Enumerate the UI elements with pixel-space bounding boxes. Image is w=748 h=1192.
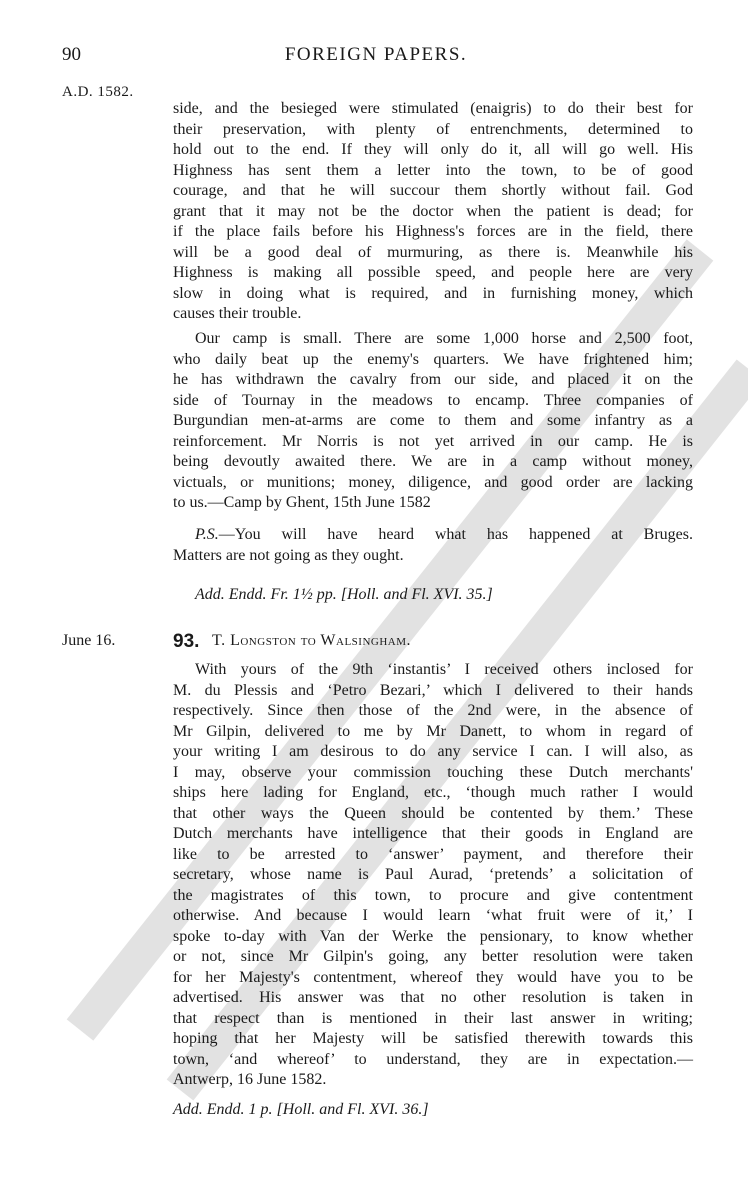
margin-entry-date: June 16. — [62, 632, 116, 649]
text-line: Antwerp, 16 June 1582. — [173, 1071, 327, 1088]
text-line: the magistrates of this town, to procure and give contentment — [173, 886, 693, 904]
text-line: causes their trouble. — [173, 305, 302, 322]
text-line: your writing I am desirous to do any service I can. I will also, as — [173, 743, 693, 760]
text-line: side of Tournay in the meadows to encamp. Three companies of — [173, 391, 693, 409]
text-line: secretary, whose name is Paul Aurad, ‘pretends’ a solicitation of — [173, 866, 693, 883]
running-title: FOREIGN PAPERS. — [284, 44, 468, 65]
page-number: 90 — [62, 44, 81, 65]
text-line: being devoutly awaited there. We are in a camp without money, — [173, 453, 693, 470]
entry-heading: T. Longston to Walsingham. — [212, 632, 411, 649]
text-line: or not, since Mr Gilpin's going, any better resolution were taken — [173, 948, 693, 965]
text-line: With yours of the 9th ‘instantis’ I received others inclosed for — [195, 661, 693, 678]
text-line: that respect than is mentioned in their last answer in writing; — [173, 1009, 693, 1027]
text-line: slow in doing what is required, and in furnishing money, which — [173, 284, 693, 302]
text-line: for her Majesty's contentment, whereof they would have you to be — [173, 968, 693, 986]
text-line: Matters are not going as they ought. — [173, 546, 404, 564]
letter1-paragraph-2 — [173, 329, 693, 514]
text-line: to us.—Camp by Ghent, 15th June 1582 — [173, 494, 431, 511]
text-line: town, ‘and whereof’ to understand, they are in expectation.— — [173, 1050, 693, 1068]
text-line: like to be arrested to ‘answer’ payment, and therefore their — [173, 845, 693, 863]
text-line: that other ways the Queen should be contented by them.’ These — [173, 804, 693, 822]
text-line: I may, observe your commission touching these Dutch merchants' — [173, 763, 693, 781]
text-line: grant that it may not be the doctor when the patient is dead; for — [173, 202, 693, 220]
text-line: —You will have heard what has happened at Bruges. — [218, 526, 693, 543]
text-line: advertised. His answer was that no other resolution is taken in — [173, 989, 693, 1006]
text-line: spoke to-day with Van der Werke the pensionary, to know whether — [173, 927, 693, 945]
margin-year: A.D. 1582. — [62, 84, 134, 100]
text-line: Our camp is small. There are some 1,000 horse and 2,500 foot, — [195, 330, 693, 347]
text-line: will be a good deal of murmuring, as there is. Meanwhile his — [173, 243, 693, 261]
text-line: ships here lading for England, etc., ‘though much rather I would — [173, 784, 693, 801]
letter1-endorsement: Add. Endd. Fr. 1½ pp. [Holl. and Fl. XVI. 35.] — [195, 586, 493, 603]
text-line: victuals, or munitions; money, diligence, and good order are lacking — [173, 473, 693, 491]
text-line: courage, and that he will succour them shortly without fail. God — [173, 182, 693, 199]
text-line: hoping that her Majesty will be satisfied therewith towards this — [173, 1030, 693, 1047]
entry-number: 93. — [173, 631, 200, 652]
text-line: respectively. Since then those of the 2nd were, in the absence of — [173, 702, 693, 719]
text-line: Dutch merchants have intelligence that their goods in England are — [173, 825, 693, 842]
letter1-postscript — [173, 525, 693, 566]
text-line: Highness has sent them a letter into the town, to be of good — [173, 161, 693, 179]
letter2-body — [173, 660, 693, 1091]
text-line: Burgundian men-at-arms are come to them and some infantry as a — [173, 412, 693, 429]
text-line: who daily beat up the enemy's quarters. We have frightened him; — [173, 350, 693, 368]
letter1-paragraph-1 — [173, 99, 693, 325]
text-line: hold out to the end. If they will only do it, all will go well. His — [173, 141, 693, 158]
postscript-label: P.S. — [195, 526, 219, 543]
text-line: M. du Plessis and ‘Petro Bezari,’ which I delivered to their hands — [173, 681, 693, 699]
page-header — [62, 44, 690, 68]
text-line: Highness is making all possible speed, and people here are very — [173, 264, 693, 281]
text-line: their preservation, with plenty of entrenchments, determined to — [173, 120, 693, 138]
text-line: side, and the besieged were stimulated (enaigris) to do their best for — [173, 100, 693, 117]
text-line: reinforcement. Mr Norris is not yet arrived in our camp. He is — [173, 432, 693, 450]
text-line: he has withdrawn the cavalry from our side, and placed it on the — [173, 371, 693, 388]
text-line: otherwise. And because I would learn ‘what fruit were of it,’ I — [173, 907, 693, 924]
text-line: if the place fails before his Highness's forces are in the field, there — [173, 223, 693, 240]
text-line: Mr Gilpin, delivered to me by Mr Danett, to whom in regard of — [173, 722, 693, 740]
letter2-endorsement: Add. Endd. 1 p. [Holl. and Fl. XVI. 36.] — [173, 1101, 429, 1118]
